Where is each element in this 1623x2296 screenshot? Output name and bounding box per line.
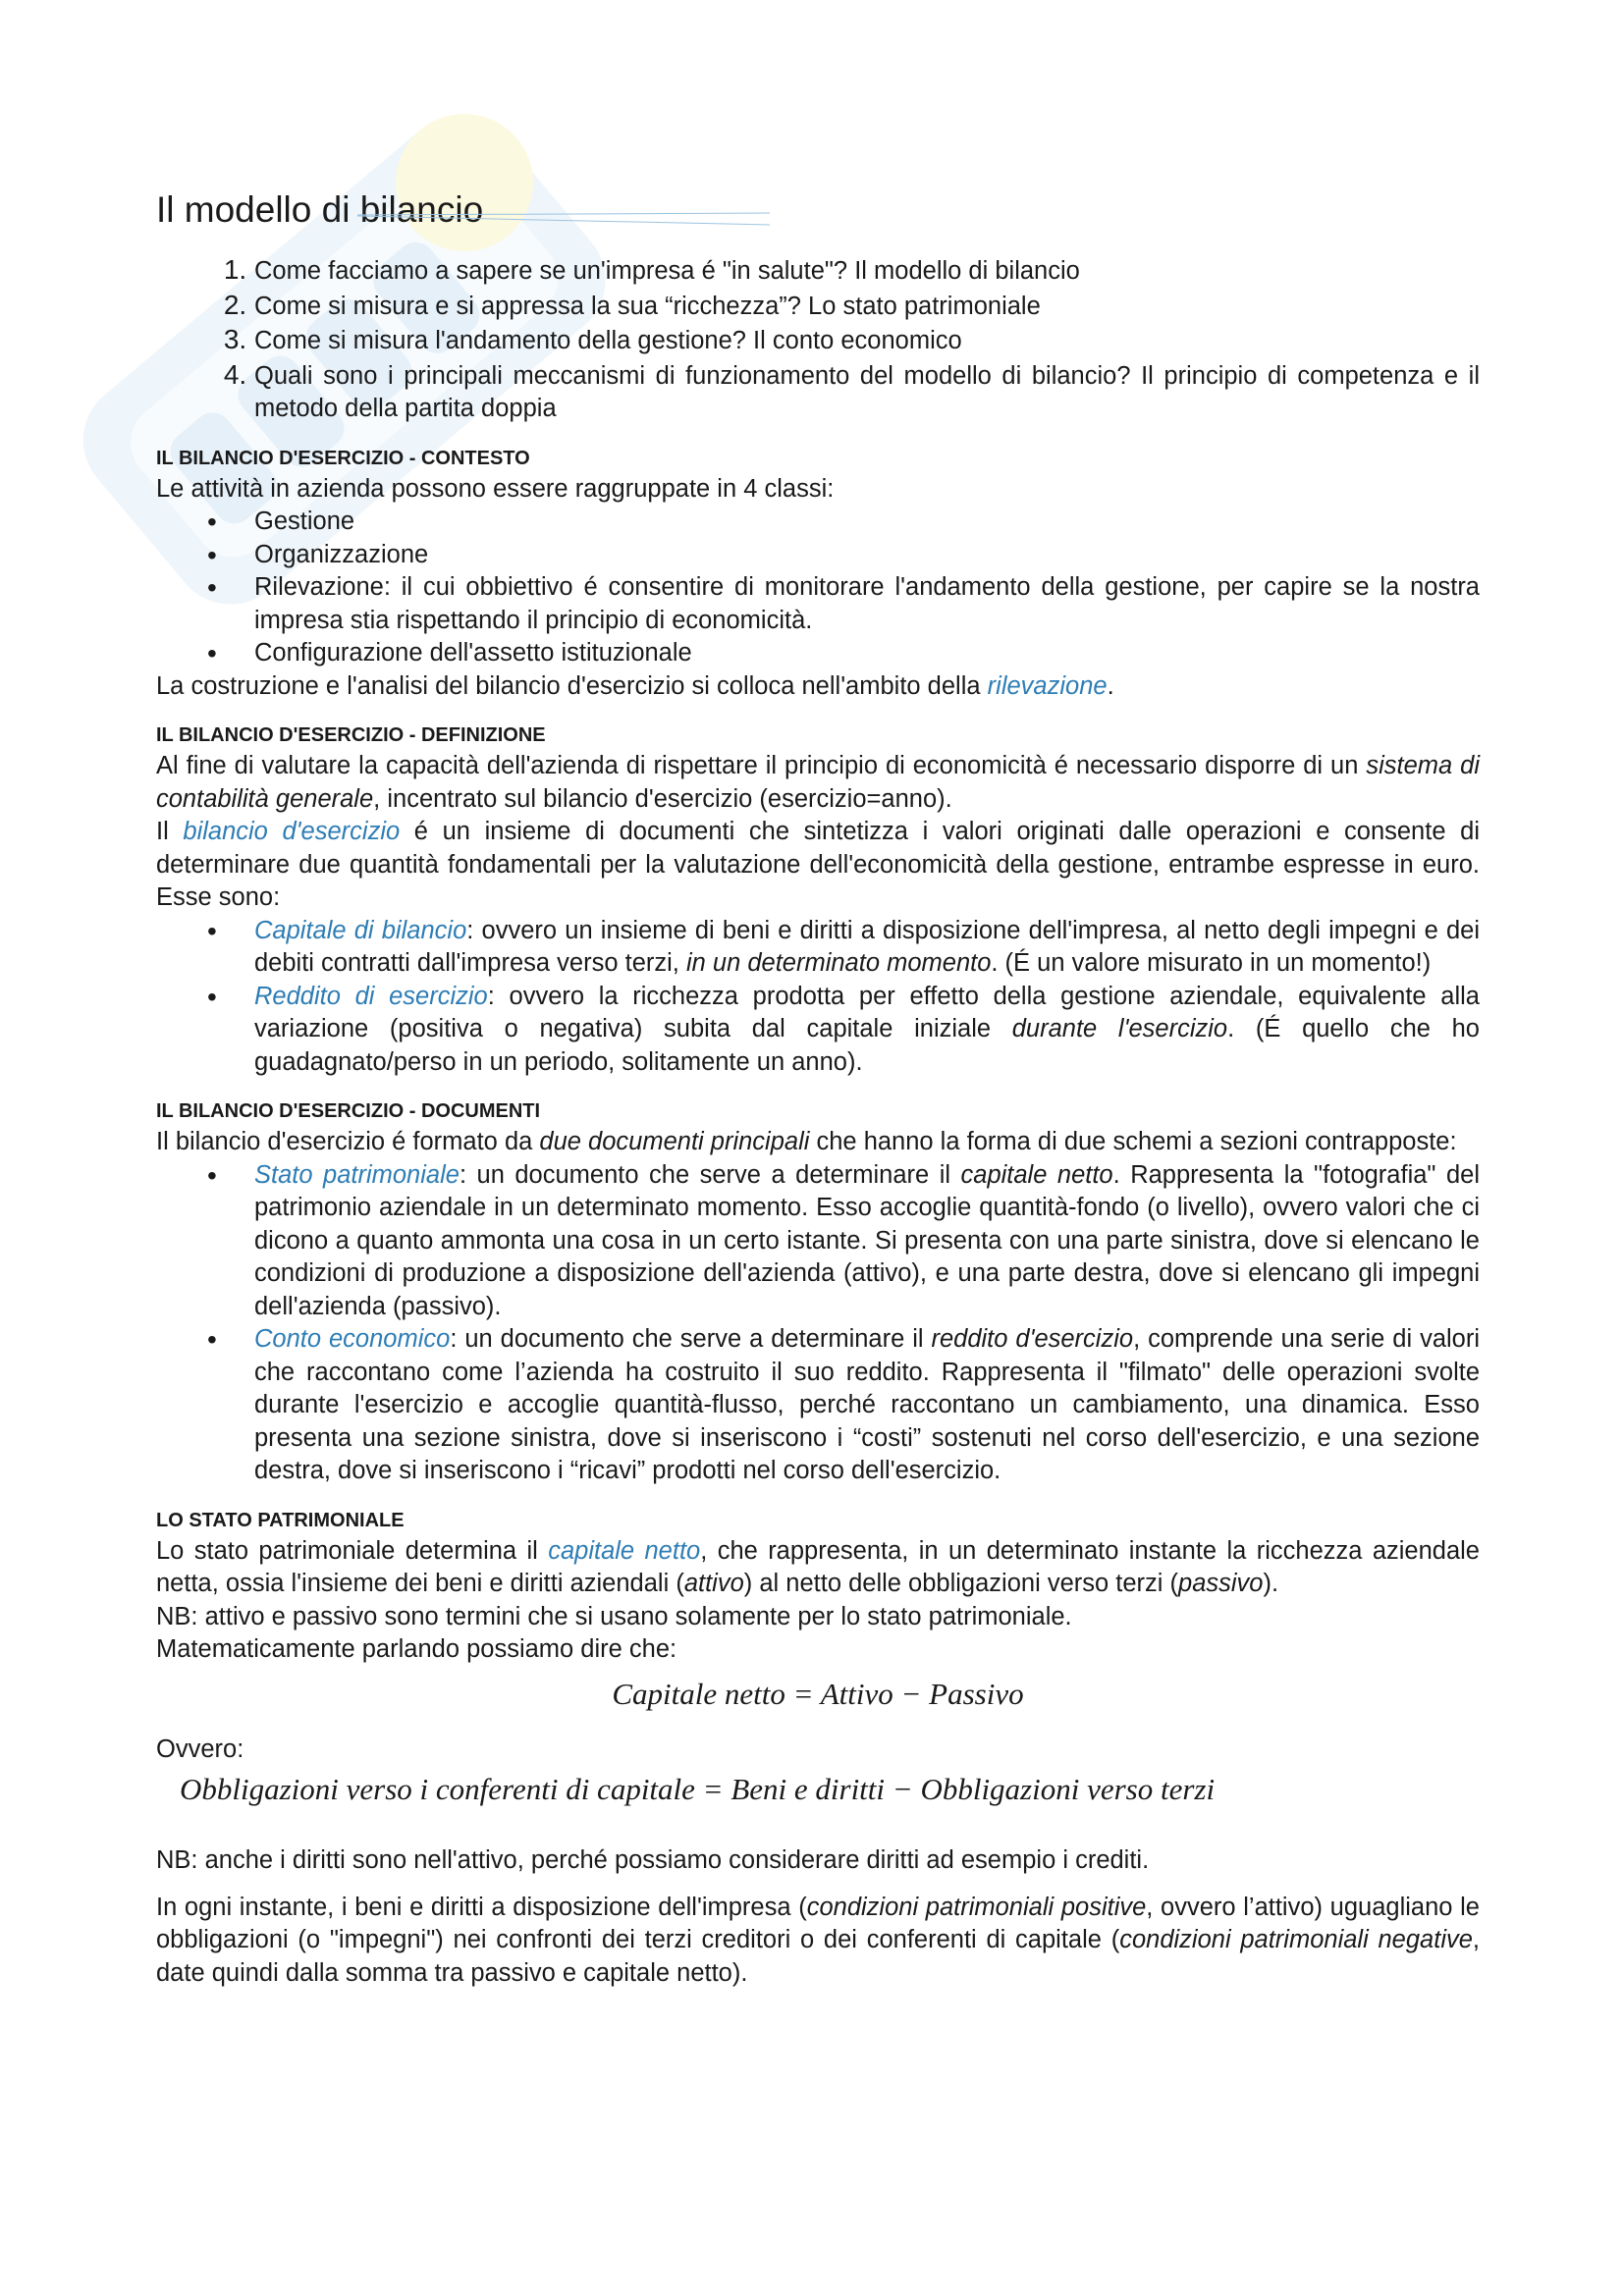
intro-item: 4. Quali sono i principali meccanismi di funzionamento del modello di bilancio? Il principio di competenza e il metodo della partita doppia	[254, 358, 1480, 426]
list-item: • Stato patrimoniale: un documento che serve a determinare il capitale netto. Rappresenta la "fotografia" del patrimonio aziendale in un determinato momento. Esso accoglie quantità-fondo (o livello), ovvero valori che ci dicono a quanto ammonta una cosa in un certo istante. Si presenta con una parte sinistra, dove si elencano le condizioni di produzione a disposizione dell'azienda (attivo), e una parte destra, dove si elencano gli impegni dell'azienda (passivo).	[254, 1159, 1480, 1324]
stato-ovvero: Ovvero:	[156, 1735, 244, 1763]
stato-nb-2: NB: anche i diritti sono nell'attivo, perché possiamo considerare diritti ad esempio i crediti.	[156, 1846, 1150, 1874]
document-page	[156, 188, 1480, 1990]
term-capitale-bilancio: Capitale di bilancio	[254, 916, 467, 944]
formula-obbligazioni: Obbligazioni verso i conferenti di capitale = Beni e diritti − Obbligazioni verso terzi	[180, 1772, 1216, 1806]
list-item: • Reddito di esercizio: ovvero la ricchezza prodotta per effetto della gestione aziendale, equivalente alla variazione (positiva o negativa) subita dal capitale iniziale durante l'esercizio. (É quello che ho guadagnato/perso in un periodo, solitamente un anno).	[254, 981, 1480, 1080]
contesto-list	[156, 506, 1480, 670]
list-item: • Capitale di bilancio: ovvero un insieme di beni e diritti a disposizione dell'impresa, al netto degli impegni e dei debiti contratti dall'impresa verso terzi, in un determinato momento. (É un valore misurato in un momento!)	[254, 915, 1480, 981]
definizione-list	[156, 915, 1480, 1080]
term-rilevazione: rilevazione	[987, 671, 1108, 700]
section-heading-documenti: IL BILANCIO D'ESERCIZIO - DOCUMENTI	[156, 1100, 541, 1122]
list-item: • Conto economico: un documento che serve a determinare il reddito d'esercizio, comprende una serie di valori che raccontano come l’azienda ha costruito il suo reddito. Rappresenta il "filmato" delle operazioni svolte durante l'esercizio e accoglie quantità-flusso, perché raccontano un cambiamento, una dinamica. Esso presenta una sezione sinistra, dove si inseriscono i “costi” sostenuti nel corso dell'esercizio, e una sezione destra, dove si inseriscono i “ricavi” prodotti nel corso dell'esercizio.	[254, 1323, 1480, 1488]
section-heading-stato-patrimoniale: LO STATO PATRIMONIALE	[156, 1509, 405, 1531]
contesto-closing: La costruzione e l'analisi del bilancio d'esercizio si colloca nell'ambito della rilevazione.	[156, 671, 1114, 700]
stato-math-lead: Matematicamente parlando possiamo dire che:	[156, 1635, 677, 1663]
documenti-list	[156, 1159, 1480, 1488]
list-item: • Rilevazione: il cui obbiettivo é consentire di monitorare l'andamento della gestione, per capire se la nostra impresa stia rispettando il principio di economicità.	[254, 571, 1480, 637]
term-bilancio-esercizio: bilancio d'esercizio	[183, 818, 401, 845]
contesto-lead: Le attività in azienda possono essere raggruppate in 4 classi:	[156, 474, 835, 503]
definizione-paragraph-1: Al fine di valutare la capacità dell'azienda di rispettare il principio di economicità é necessario disporre di un sistema di contabilità generale, incentrato sul bilancio d'esercizio (esercizio=anno).	[156, 752, 1480, 813]
list-item: • Organizzazione	[254, 539, 1480, 572]
section-heading-definizione: IL BILANCIO D'ESERCIZIO - DEFINIZIONE	[156, 724, 546, 746]
documenti-paragraph: Il bilancio d'esercizio é formato da due documenti principali che hanno la forma di due schemi a sezioni contrapposte:	[156, 1128, 1457, 1155]
term-conto-economico: Conto economico	[254, 1325, 451, 1353]
intro-item: 3. Come si misura l'andamento della gestione? Il conto economico	[254, 323, 1480, 358]
formula-capitale-netto: Capitale netto = Attivo − Passivo	[612, 1676, 1024, 1711]
term-stato-patrimoniale: Stato patrimoniale	[254, 1160, 460, 1189]
intro-item: 2. Come si misura e si appressa la sua “ricchezza”? Lo stato patrimoniale	[254, 289, 1480, 324]
list-item: • Configurazione dell'assetto istituzionale	[254, 637, 1480, 670]
page-title	[156, 188, 483, 232]
list-item: • Gestione	[254, 506, 1480, 539]
intro-item: 1. Come facciamo a sapere se un'impresa é "in salute"? Il modello di bilancio	[254, 253, 1480, 289]
definizione-paragraph-2: Il bilancio d'esercizio é un insieme di documenti che sintetizza i valori originati dalle operazioni e consente di determinare due quantità fondamentali per la valutazione dell'economicità della gestione, entrambe espresse in euro. Esse sono:	[156, 818, 1480, 911]
section-heading-contesto: IL BILANCIO D'ESERCIZIO - CONTESTO	[156, 447, 530, 469]
stato-closing-paragraph: In ogni instante, i beni e diritti a disposizione dell'impresa (condizioni patrimoniali positive, ovvero l’attivo) uguagliano le obbligazioni (o "impegni") nei confronti dei terzi creditori o dei conferenti di capitale (condizioni patrimoniali negative, date quindi dalla somma tra passivo e capitale netto).	[156, 1893, 1481, 1987]
stato-nb-1: NB: attivo e passivo sono termini che si usano solamente per lo stato patrimoniale.	[156, 1602, 1072, 1630]
stato-paragraph: Lo stato patrimoniale determina il capitale netto, che rappresenta, in un determinato instante la ricchezza aziendale netta, ossia l'insieme dei beni e diritti aziendali (attivo) al netto delle obbligazioni verso terzi (passivo).	[156, 1536, 1480, 1597]
page-title-text: Il modello di bilancio	[156, 189, 484, 230]
intro-question-list	[156, 253, 1480, 426]
title-underline-decoration	[357, 212, 770, 226]
term-capitale-netto: capitale netto	[548, 1536, 701, 1565]
term-reddito-esercizio: Reddito di esercizio	[254, 982, 488, 1010]
